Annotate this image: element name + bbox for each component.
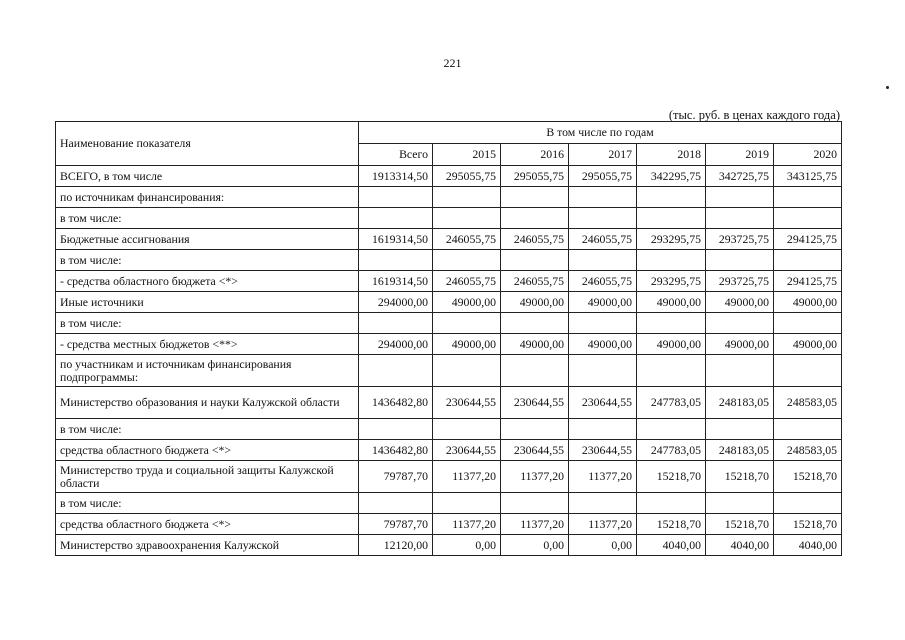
cell-value: 1436482,80: [359, 440, 433, 461]
cell-value: 15218,70: [637, 514, 706, 535]
cell-value: [774, 208, 842, 229]
cell-value: 1619314,50: [359, 271, 433, 292]
cell-value: 0,00: [501, 535, 569, 556]
row-label: Бюджетные ассигнования: [56, 229, 359, 250]
cell-value: 49000,00: [706, 334, 774, 355]
cell-value: [774, 493, 842, 514]
cell-value: [359, 355, 433, 387]
cell-value: [433, 493, 501, 514]
cell-value: [637, 355, 706, 387]
cell-value: [637, 419, 706, 440]
cell-value: 342295,75: [637, 166, 706, 187]
row-label: в том числе:: [56, 493, 359, 514]
table-row: [56, 292, 842, 313]
cell-value: [433, 250, 501, 271]
table-row: [56, 419, 842, 440]
table-row: [56, 355, 842, 387]
cell-value: 15218,70: [774, 514, 842, 535]
row-label: по участникам и источникам финансирования подпрограммы:: [56, 355, 359, 387]
cell-value: 12120,00: [359, 535, 433, 556]
cell-value: [569, 187, 637, 208]
cell-value: [706, 208, 774, 229]
row-label: в том числе:: [56, 250, 359, 271]
table-row: [56, 387, 842, 419]
cell-value: 293725,75: [706, 229, 774, 250]
cell-value: 294125,75: [774, 271, 842, 292]
cell-value: 49000,00: [501, 334, 569, 355]
cell-value: [501, 355, 569, 387]
financing-table: [55, 121, 842, 556]
cell-value: 49000,00: [637, 292, 706, 313]
cell-value: 49000,00: [706, 292, 774, 313]
row-label: средства областного бюджета <*>: [56, 440, 359, 461]
table-row: [56, 208, 842, 229]
table-row: [56, 166, 842, 187]
table-row: [56, 461, 842, 493]
row-label: Министерство образования и науки Калужской области: [56, 387, 359, 419]
row-label: средства областного бюджета <*>: [56, 514, 359, 535]
table-row: [56, 514, 842, 535]
cell-value: [433, 313, 501, 334]
cell-value: 248583,05: [774, 387, 842, 419]
cell-value: [359, 419, 433, 440]
cell-value: 295055,75: [569, 166, 637, 187]
cell-value: 294000,00: [359, 292, 433, 313]
cell-value: [706, 493, 774, 514]
cell-value: 4040,00: [637, 535, 706, 556]
cell-value: 11377,20: [569, 461, 637, 493]
cell-value: 246055,75: [433, 271, 501, 292]
cell-value: [774, 187, 842, 208]
table-row: [56, 229, 842, 250]
cell-value: [637, 250, 706, 271]
cell-value: 230644,55: [433, 440, 501, 461]
cell-value: [433, 419, 501, 440]
cell-value: [501, 493, 569, 514]
cell-value: 79787,70: [359, 461, 433, 493]
cell-value: [569, 419, 637, 440]
cell-value: 293295,75: [637, 229, 706, 250]
cell-value: 246055,75: [501, 229, 569, 250]
cell-value: 230644,55: [569, 440, 637, 461]
cell-value: [774, 419, 842, 440]
cell-value: 1913314,50: [359, 166, 433, 187]
table-row: [56, 334, 842, 355]
cell-value: [501, 313, 569, 334]
table-row: [56, 313, 842, 334]
row-label: в том числе:: [56, 313, 359, 334]
cell-value: 230644,55: [501, 387, 569, 419]
cell-value: [501, 250, 569, 271]
cell-value: 49000,00: [433, 334, 501, 355]
cell-value: [433, 355, 501, 387]
row-label: в том числе:: [56, 208, 359, 229]
row-label: ВСЕГО, в том числе: [56, 166, 359, 187]
cell-value: [359, 208, 433, 229]
cell-value: [774, 355, 842, 387]
cell-value: 246055,75: [569, 271, 637, 292]
cell-value: 11377,20: [433, 514, 501, 535]
cell-value: 49000,00: [569, 334, 637, 355]
cell-value: 342725,75: [706, 166, 774, 187]
column-header-2016: 2016: [501, 144, 569, 166]
cell-value: 248583,05: [774, 440, 842, 461]
cell-value: [774, 250, 842, 271]
column-header-2019: 2019: [706, 144, 774, 166]
cell-value: 4040,00: [774, 535, 842, 556]
cell-value: 15218,70: [706, 514, 774, 535]
cell-value: 293725,75: [706, 271, 774, 292]
cell-value: 11377,20: [501, 461, 569, 493]
cell-value: 49000,00: [774, 292, 842, 313]
cell-value: [637, 493, 706, 514]
cell-value: 15218,70: [774, 461, 842, 493]
cell-value: 11377,20: [501, 514, 569, 535]
cell-value: 49000,00: [637, 334, 706, 355]
cell-value: 248183,05: [706, 387, 774, 419]
cell-value: [706, 419, 774, 440]
cell-value: 11377,20: [569, 514, 637, 535]
cell-value: 295055,75: [433, 166, 501, 187]
row-label: - средства местных бюджетов <**>: [56, 334, 359, 355]
cell-value: [433, 208, 501, 229]
row-label: по источникам финансирования:: [56, 187, 359, 208]
row-label: Министерство труда и социальной защиты Калужской области: [56, 461, 359, 493]
cell-value: [501, 187, 569, 208]
cell-value: 246055,75: [433, 229, 501, 250]
cell-value: 0,00: [433, 535, 501, 556]
cell-value: 4040,00: [706, 535, 774, 556]
indicator-name-header: Наименование показателя: [56, 122, 359, 166]
cell-value: 49000,00: [569, 292, 637, 313]
cell-value: [706, 250, 774, 271]
cell-value: 230644,55: [569, 387, 637, 419]
cell-value: 1619314,50: [359, 229, 433, 250]
cell-value: [569, 355, 637, 387]
cell-value: [359, 313, 433, 334]
row-label: Министерство здравоохранения Калужской: [56, 535, 359, 556]
row-label: - средства областного бюджета <*>: [56, 271, 359, 292]
cell-value: [569, 493, 637, 514]
row-label: в том числе:: [56, 419, 359, 440]
table-row: [56, 271, 842, 292]
cell-value: [359, 493, 433, 514]
cell-value: 49000,00: [433, 292, 501, 313]
cell-value: [774, 313, 842, 334]
units-note: (тыс. руб. в ценах каждого года): [668, 108, 840, 122]
cell-value: 1436482,80: [359, 387, 433, 419]
cell-value: 49000,00: [774, 334, 842, 355]
cell-value: 295055,75: [501, 166, 569, 187]
cell-value: [706, 187, 774, 208]
cell-value: [569, 250, 637, 271]
cell-value: 247783,05: [637, 440, 706, 461]
page-number: 221: [443, 56, 462, 70]
cell-value: 248183,05: [706, 440, 774, 461]
cell-value: [637, 313, 706, 334]
cell-value: [706, 355, 774, 387]
column-header-2015: 2015: [433, 144, 501, 166]
years-group-header: В том числе по годам: [359, 122, 842, 144]
margin-dot: [886, 86, 889, 89]
cell-value: [359, 187, 433, 208]
cell-value: [433, 187, 501, 208]
table-row: [56, 440, 842, 461]
cell-value: 11377,20: [433, 461, 501, 493]
cell-value: 49000,00: [501, 292, 569, 313]
cell-value: [501, 208, 569, 229]
cell-value: [569, 208, 637, 229]
cell-value: 343125,75: [774, 166, 842, 187]
table-body: [56, 166, 842, 556]
cell-value: 15218,70: [637, 461, 706, 493]
column-header-2018: 2018: [637, 144, 706, 166]
cell-value: 247783,05: [637, 387, 706, 419]
cell-value: 15218,70: [706, 461, 774, 493]
cell-value: [637, 187, 706, 208]
cell-value: [637, 208, 706, 229]
cell-value: 0,00: [569, 535, 637, 556]
cell-value: [359, 250, 433, 271]
cell-value: 230644,55: [433, 387, 501, 419]
cell-value: 230644,55: [501, 440, 569, 461]
column-header-2020: 2020: [774, 144, 842, 166]
cell-value: [706, 313, 774, 334]
cell-value: 246055,75: [501, 271, 569, 292]
table-row: [56, 535, 842, 556]
column-header-2017: 2017: [569, 144, 637, 166]
table-row: [56, 250, 842, 271]
cell-value: 294125,75: [774, 229, 842, 250]
table-row: [56, 187, 842, 208]
cell-value: 246055,75: [569, 229, 637, 250]
cell-value: [569, 313, 637, 334]
row-label: Иные источники: [56, 292, 359, 313]
cell-value: [501, 419, 569, 440]
cell-value: 294000,00: [359, 334, 433, 355]
column-header-total: Всего: [359, 144, 433, 166]
table-row: [56, 493, 842, 514]
cell-value: 79787,70: [359, 514, 433, 535]
cell-value: 293295,75: [637, 271, 706, 292]
